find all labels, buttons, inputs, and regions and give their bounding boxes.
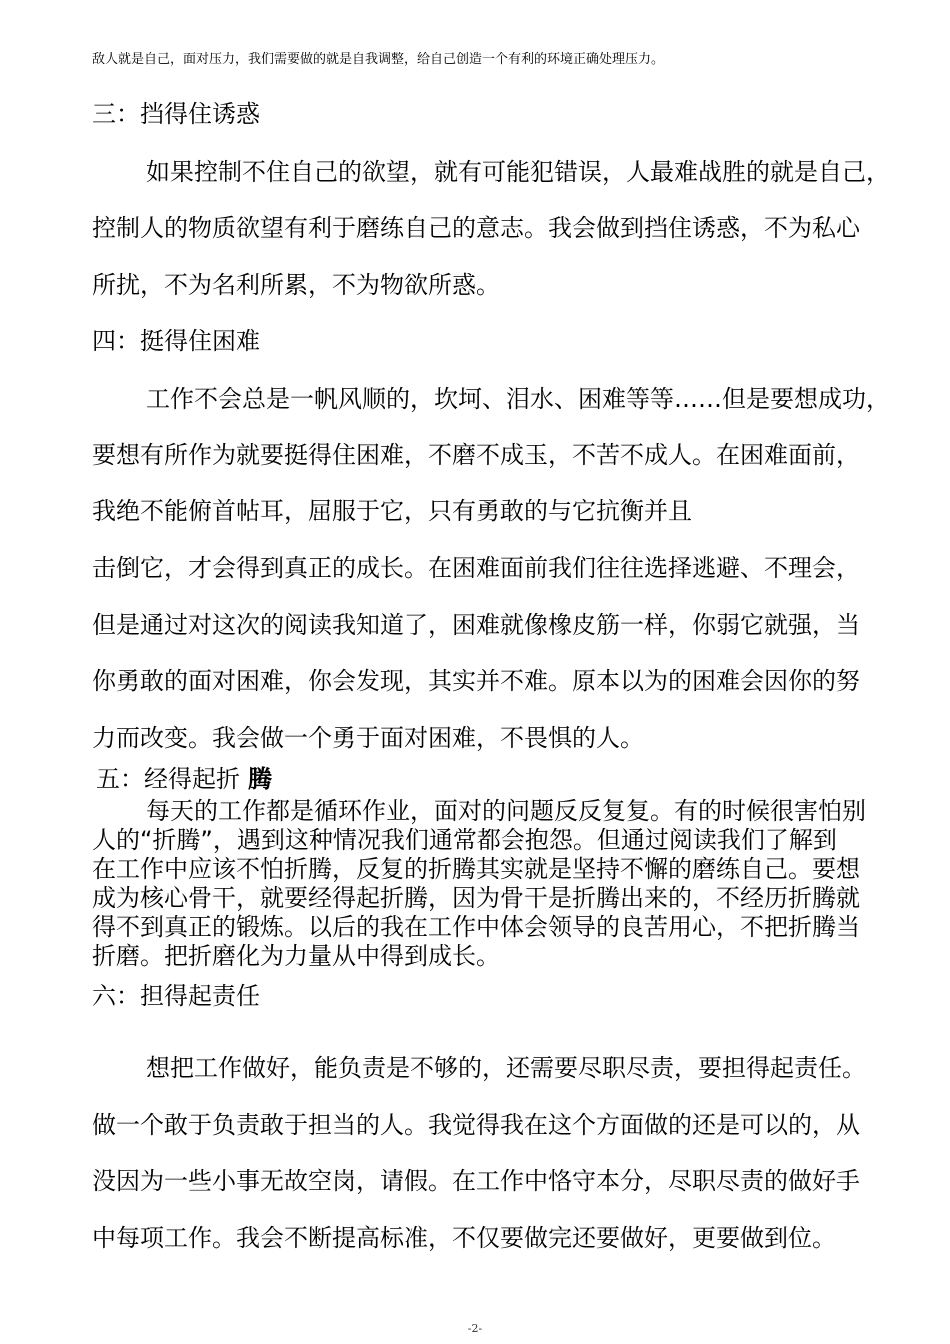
section-4-line: 你勇敢的面对困难，你会发现，其实并不难。原本以为的困难会因你的努 [92, 667, 860, 695]
section-4-heading: 四：挺得住困难 [92, 327, 260, 355]
section-6-line: 想把工作做好，能负责是不够的，还需要尽职尽责，要担得起责任。 [146, 1054, 866, 1082]
page-number: -2- [467, 1322, 483, 1335]
section-4-line: 击倒它，才会得到真正的成长。在困难面前我们往往选择逃避、不理会， [92, 554, 860, 582]
section-5-line: 得不到真正的锻炼。以后的我在工作中体会领导的良苦用心，不把折腾当 [92, 913, 860, 941]
section-5-heading [96, 765, 266, 793]
section-3-line: 如果控制不住自己的欲望，就有可能犯错误，人最难战胜的就是自己， [146, 158, 890, 186]
section-5-line: 成为核心骨干，就要经得起折腾，因为骨干是折腾出来的，不经历折腾就 [92, 884, 860, 912]
section-5-line: 每天的工作都是循环作业，面对的问题反反复复。有的时候很害怕别 [146, 797, 866, 825]
section-5-line: 在工作中应该不怕折腾，反复的折腾其实就是坚持不懈的磨练自己。要想 [92, 855, 860, 883]
section-5-line: 折磨。把折磨化为力量从中得到成长。 [92, 942, 500, 970]
section-6-heading: 六：担得起责任 [92, 982, 260, 1010]
section-3-heading: 三：挡得住诱惑 [92, 100, 260, 128]
section-4-line: 力而改变。我会做一个勇于面对困难，不畏惧的人。 [92, 724, 644, 752]
section-4-line: 但是通过对这次的阅读我知道了，困难就像橡皮筋一样，你弱它就强，当 [92, 611, 860, 639]
section-5-line: 人的“折腾”，遇到这种情况我们通常都会抱怨。但通过阅读我们了解到 [92, 826, 837, 854]
section-3-line: 所扰，不为名利所累，不为物欲所惑。 [92, 271, 500, 299]
section-6-line: 做一个敢于负责敢于担当的人。我觉得我在这个方面做的还是可以的，从 [92, 1111, 860, 1139]
section-3-line: 控制人的物质欲望有利于磨练自己的意志。我会做到挡住诱惑，不为私心 [92, 214, 860, 242]
section-5-heading-text: 五：经得起折 [96, 765, 240, 793]
section-5-heading-overlap-glyph: 腾 [248, 765, 266, 793]
top-paragraph-line: 敌人就是自己，面对压力，我们需要做的就是自我调整，给自己创造一个有利的环境正确处理压力。 [92, 52, 665, 67]
section-6-line: 没因为一些小事无故空岗，请假。在工作中恪守本分，尽职尽责的做好手 [92, 1167, 860, 1195]
section-4-line: 工作不会总是一帆风顺的，坎坷、泪水、困难等等……但是要想成功， [146, 385, 890, 413]
section-6-line: 中每项工作。我会不断提高标准，不仅要做完还要做好，更要做到位。 [92, 1224, 836, 1252]
section-4-line: 要想有所作为就要挺得住困难，不磨不成玉，不苦不成人。在困难面前， [92, 441, 860, 469]
section-4-line: 我绝不能俯首帖耳，屈服于它，只有勇敢的与它抗衡并且 [92, 497, 692, 525]
